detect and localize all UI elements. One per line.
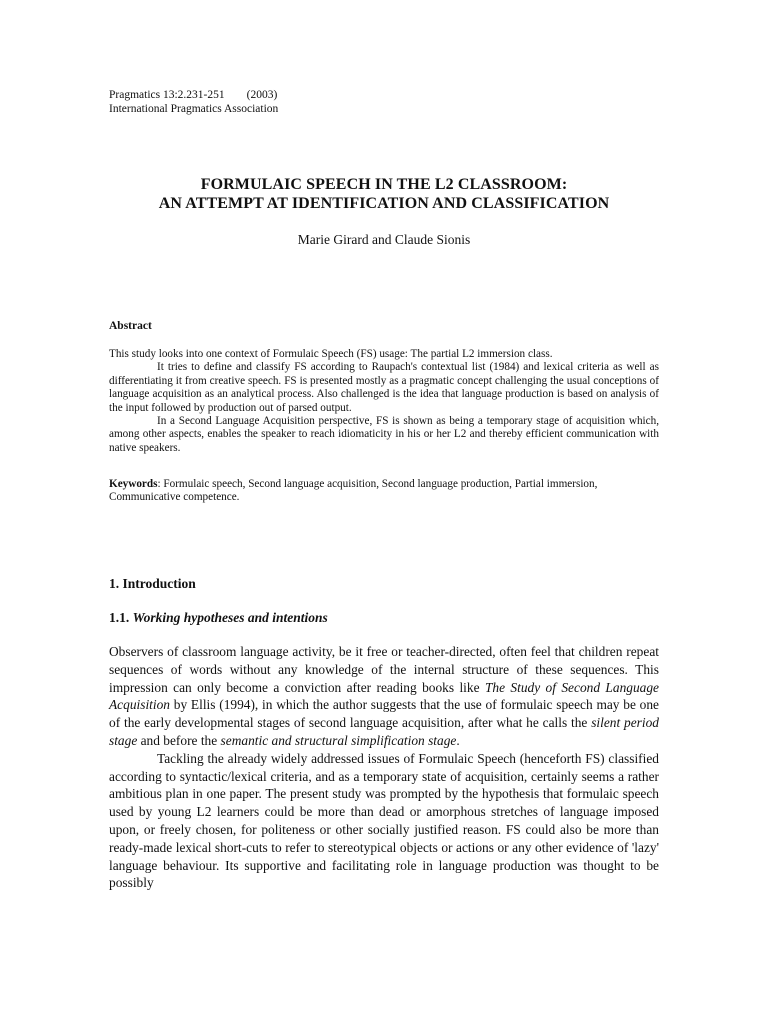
- body-p1-part-a: Observers of classroom language activity, be it free or teacher-directed, often feel that children repeat sequences of words without any knowledge of the internal structure of these sequences. This impression can only become a conviction after reading books like: [109, 644, 659, 695]
- abstract-heading: Abstract: [109, 320, 152, 332]
- body-p1-part-b: by Ellis (1994), in which the author suggests that the use of formulaic speech may be one of the early developmental stages of second language acquisition, after what he calls the: [109, 697, 659, 731]
- book-title: The Study of Second Language Acquisition: [109, 679, 659, 713]
- abstract-body: [109, 348, 659, 455]
- abstract-paragraph-1: This study looks into one context of Formulaic Speech (FS) usage: The partial L2 immersion class.: [109, 348, 553, 360]
- body-paragraph-1: [109, 643, 659, 750]
- subsection-number: 1.1.: [109, 610, 133, 625]
- body-paragraph-2: Tackling the already widely addressed issues of Formulaic Speech (henceforth FS) classified according to syntactic/lexical criteria, and as a temporary state of acquisition, certainly seems a rather ambitious plan in one paper. The present study was prompted by the hypothesis that formulaic speech used by young L2 learners could be more than dead or amorphous stretches of language imposed upon, or freely chosen, for politeness or other socially justified reason. FS could also be more than ready-made lexical short-cuts to refer to stereotypical objects or actions or any other evidence of 'lazy' language behaviour. Its supportive and facilitating role in language production was thought to be possibly: [109, 750, 659, 891]
- silent-period-term: silent period stage: [109, 715, 659, 748]
- section-heading-introduction: 1. Introduction: [109, 576, 196, 591]
- paper-title-line-2: AN ATTEMPT AT IDENTIFICATION AND CLASSIFICATION: [158, 195, 610, 212]
- journal-header: [109, 88, 278, 116]
- association-name: International Pragmatics Association: [109, 103, 279, 115]
- author-list: Marie Girard and Claude Sionis: [297, 232, 471, 247]
- journal-citation-line: [109, 88, 278, 102]
- keywords-list: : Formulaic speech, Second language acquisition, Second language production, Partial immersion, Communicative competence.: [109, 478, 598, 504]
- subsection-title: Working hypotheses and intentions: [132, 610, 328, 625]
- abstract-paragraph-2: It tries to define and classify FS according to Raupach's contextual list (1984) and lexical criteria as well as differentiating it from creative speech. FS is presented mostly as a pragmatic concept challenging the usual conceptions of language acquisition as an analytical process. Also challenged is the idea that language production is based on analysis of the input followed by production out of parsed output.: [109, 361, 659, 414]
- simplification-stage-term: semantic and structural simplification stage: [220, 732, 457, 748]
- paper-title: [0, 175, 768, 213]
- body-p1-part-d: .: [456, 732, 460, 748]
- body-text: [109, 643, 659, 892]
- keywords-label: Keywords: [109, 478, 158, 490]
- paper-title-line-1: FORMULAIC SPEECH IN THE L2 CLASSROOM:: [200, 176, 568, 193]
- publication-year: (2003): [246, 89, 278, 101]
- body-p1-part-c: and before the: [137, 732, 221, 748]
- journal-citation: Pragmatics 13:2.231-251: [109, 89, 225, 101]
- keywords: [109, 478, 661, 505]
- subsection-heading: [109, 610, 328, 626]
- abstract-paragraph-3: In a Second Language Acquisition perspective, FS is shown as being a temporary stage of acquisition which, among other aspects, enables the speaker to reach idiomaticity in his or her L2 and thereby efficient communication with native speakers.: [109, 415, 659, 454]
